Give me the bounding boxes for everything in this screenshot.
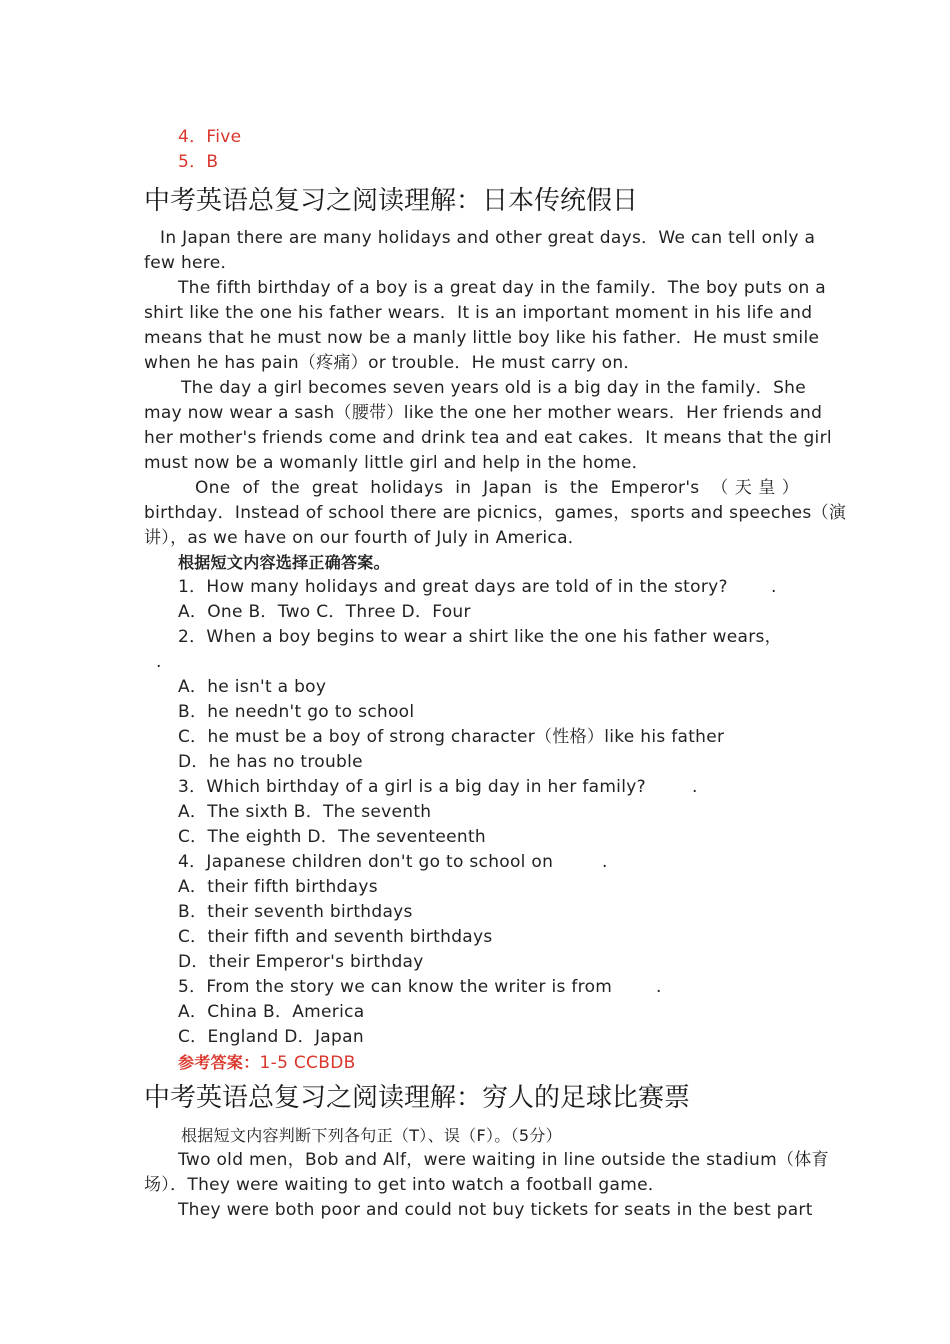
answer-blank: .	[156, 652, 162, 672]
passage-line: 场）．They were waiting to get into watch a football game．	[144, 1175, 666, 1195]
question-1: 1．How many holidays and great days are told of in the story?	[178, 577, 728, 597]
question-2: 2．When a boy begins to wear a shirt like the one his father wears，	[178, 627, 782, 647]
question-5: 5．From the story we can know the writer is from	[178, 977, 613, 997]
option-4a: A．their fifth birthdays	[178, 877, 378, 897]
answer-blank: .	[771, 577, 777, 597]
passage-line: her mother's friends come and drink tea and eat cakes．It means that the girl	[144, 428, 832, 448]
options-5ab: A．China B．America	[178, 1002, 365, 1022]
judgement-instruction: 根据短文内容判断下列各句正（T）、误（F）。（5分）	[181, 1126, 562, 1145]
option-4b: B．their seventh birthdays	[178, 902, 413, 922]
answer-blank: .	[602, 852, 608, 872]
options-3ab: A．The sixth B．The seventh	[178, 802, 432, 822]
section-title-japan-holidays: 中考英语总复习之阅读理解：日本传统假日	[144, 186, 639, 216]
reference-answer-label: 参考答案：	[178, 1053, 260, 1072]
passage-line: when he has pain（疼痛）or trouble．He must carry on．	[144, 353, 641, 373]
question-3: 3．Which birthday of a girl is a big day in her family?	[178, 777, 646, 797]
question-4: 4．Japanese children don't go to school on	[178, 852, 554, 872]
passage-line: One of the great holidays in Japan is the Emperor's （天皇）	[195, 478, 799, 498]
option-2d: D．he has no trouble	[178, 752, 363, 772]
reference-answer-value: 1-5 CCBDB	[259, 1053, 356, 1073]
passage-line: They were both poor and could not buy tickets for seats in the best part	[178, 1200, 813, 1220]
option-4d: D．their Emperor's birthday	[178, 952, 424, 972]
section-title-football-tickets: 中考英语总复习之阅读理解：穷人的足球比赛票	[144, 1083, 691, 1113]
options-3cd: C．The eighth D．The seventeenth	[178, 827, 487, 847]
passage-line: The fifth birthday of a boy is a great day in the family．The boy puts on a	[178, 278, 827, 298]
prev-answer-4: 4．Five	[178, 127, 242, 147]
passage-line: few here．	[144, 253, 238, 273]
options-1: A．One B．Two C．Three D．Four	[178, 602, 471, 622]
prev-answer-5: 5．B	[178, 152, 219, 172]
option-4c: C．their fifth and seventh birthdays	[178, 927, 493, 947]
answer-blank: .	[692, 777, 698, 797]
question-instruction: 根据短文内容选择正确答案。	[178, 553, 390, 572]
passage-line: Two old men，Bob and Alf，were waiting in line outside the stadium（体育	[178, 1150, 829, 1170]
option-2c: C．he must be a boy of strong character（性格）like his father	[178, 727, 725, 747]
options-5cd: C．England D．Japan	[178, 1027, 364, 1047]
option-2a: A．he isn't a boy	[178, 677, 327, 697]
passage-line: 讲），as we have on our fourth of July in America．	[144, 528, 586, 548]
passage-line: birthday．Instead of school there are picnics，games，sports and speeches（演	[144, 503, 847, 523]
passage-line: must now be a womanly little girl and help in the home．	[144, 453, 649, 473]
passage-line: The day a girl becomes seven years old is a big day in the family．She	[181, 378, 806, 398]
passage-line: shirt like the one his father wears．It is an important moment in his life and	[144, 303, 813, 323]
passage-line: In Japan there are many holidays and other great days．We can tell only a	[160, 228, 816, 248]
passage-line: may now wear a sash（腰带）like the one her mother wears．Her friends and	[144, 403, 823, 423]
answer-blank: .	[656, 977, 662, 997]
reference-answer	[178, 1050, 356, 1076]
passage-line: means that he must now be a manly little boy like his father．He must smile	[144, 328, 820, 348]
option-2b: B．he needn't go to school	[178, 702, 415, 722]
